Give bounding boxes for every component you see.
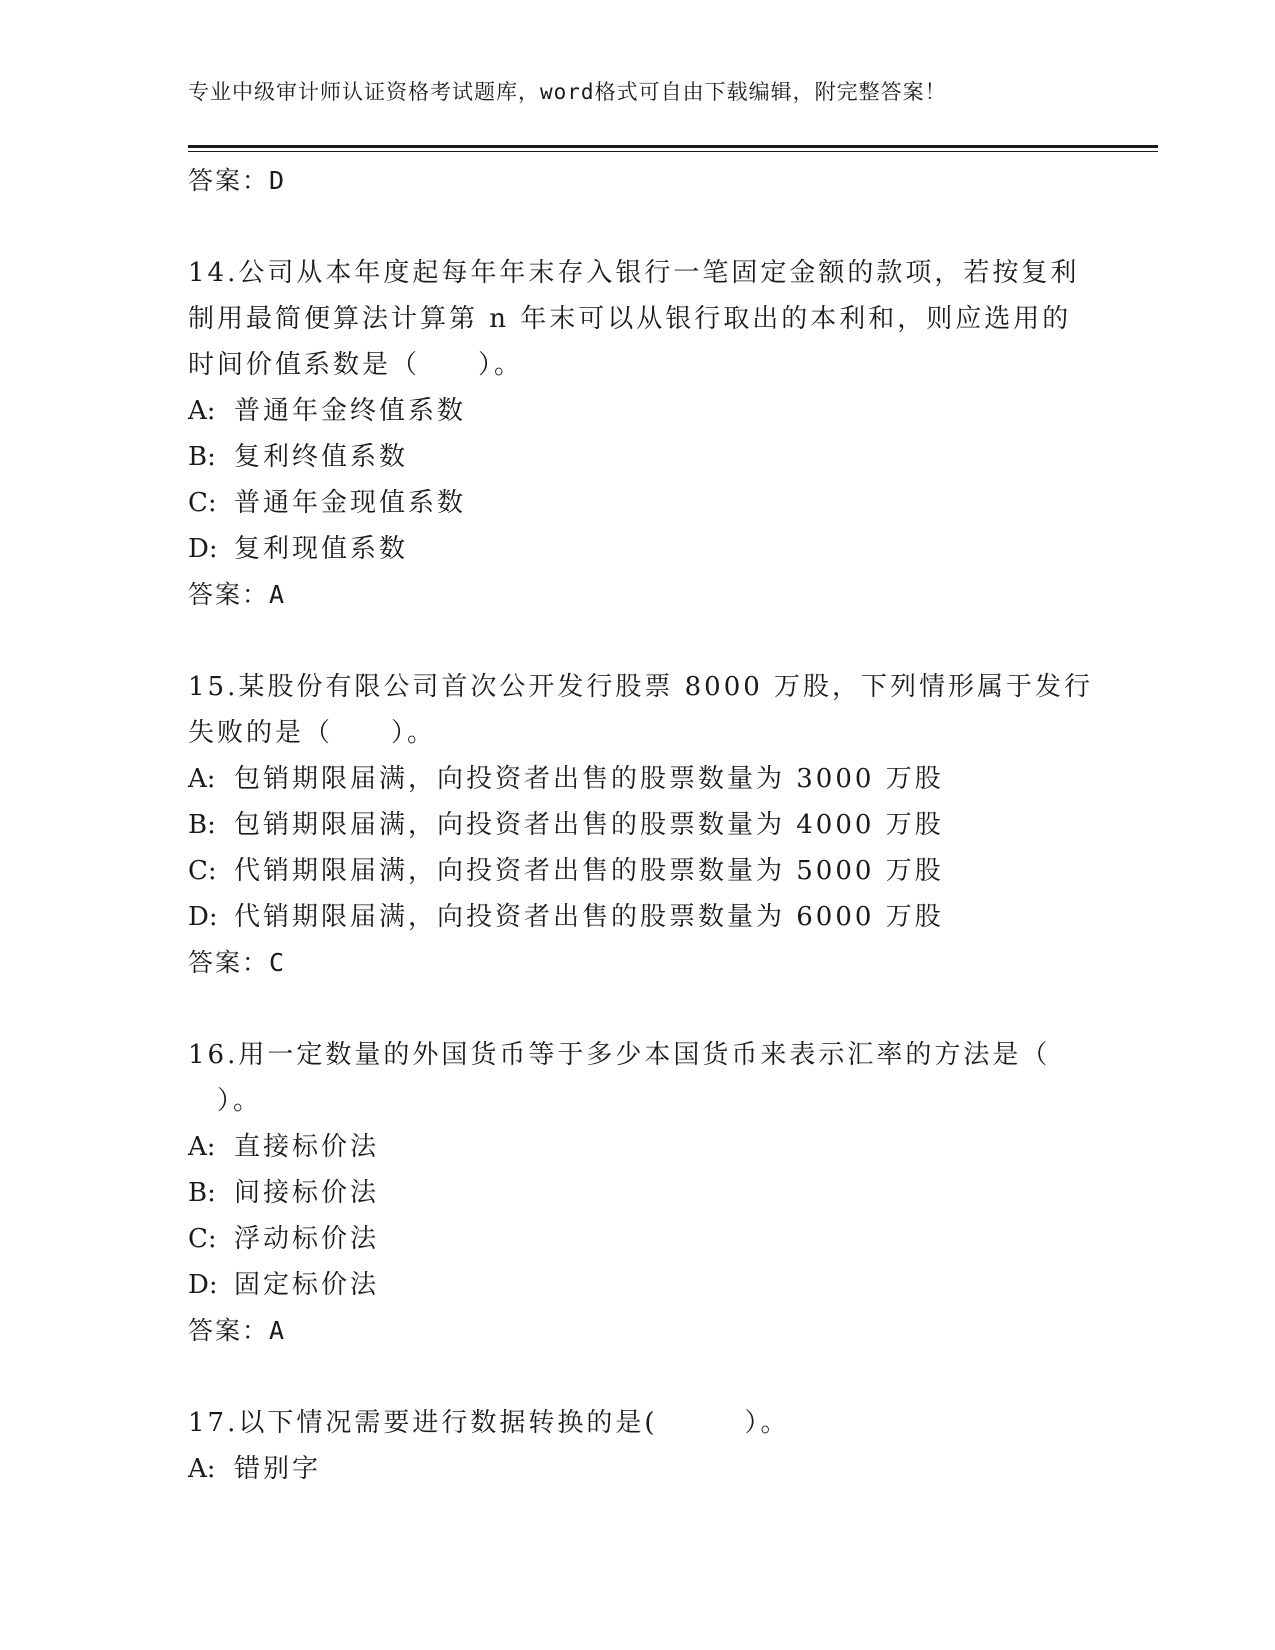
- question-text-line: 制用最简便算法计算第 n 年末可以从银行取出的本利和，则应选用的: [188, 304, 1072, 334]
- option-letter: D:: [188, 1270, 218, 1300]
- page-header: 专业中级审计师认证资格考试题库，word格式可自由下载编辑，附完整答案！: [188, 80, 947, 104]
- document-body: [188, 158, 1094, 1492]
- option-letter: A:: [188, 764, 216, 794]
- option-item: [188, 1446, 1088, 1492]
- answer-value: C: [269, 948, 285, 977]
- question-text-line: ）。: [188, 1086, 263, 1116]
- question-text-line: 17.以下情况需要进行数据转换的是( ）。: [188, 1408, 790, 1438]
- option-item: [188, 1124, 1088, 1170]
- option-item: [188, 894, 1088, 940]
- answer-line: [188, 1308, 1088, 1354]
- option-item: [188, 802, 1088, 848]
- option-letter: C:: [188, 856, 217, 886]
- option-item: [188, 756, 1088, 802]
- question-text-line: 14.公司从本年度起每年年末存入银行一笔固定金额的款项，若按复利: [188, 258, 1080, 288]
- option-text: 包销期限届满，向投资者出售的股票数量为 4000 万股: [234, 810, 944, 840]
- option-item: [188, 1170, 1088, 1216]
- answer-label: 答案：: [188, 948, 270, 977]
- answer-value: A: [269, 580, 285, 609]
- option-item: [188, 388, 1088, 434]
- option-item: [188, 1216, 1088, 1262]
- option-item: [188, 526, 1088, 572]
- option-letter: D:: [188, 902, 218, 932]
- option-text: 错别字: [234, 1454, 322, 1484]
- option-letter: A:: [188, 396, 216, 426]
- option-letter: B:: [188, 442, 216, 472]
- option-letter: B:: [188, 1178, 216, 1208]
- option-text: 固定标价法: [234, 1270, 380, 1300]
- answer-value: A: [269, 1316, 285, 1345]
- answer-label: 答案：: [188, 166, 270, 195]
- option-text: 代销期限届满，向投资者出售的股票数量为 5000 万股: [234, 856, 944, 886]
- option-letter: A:: [188, 1454, 216, 1484]
- answer-line: [188, 940, 1088, 986]
- question-text-line: 15.某股份有限公司首次公开发行股票 8000 万股，下列情形属于发行: [188, 672, 1094, 702]
- option-text: 包销期限届满，向投资者出售的股票数量为 3000 万股: [234, 764, 944, 794]
- question-text-line: 时间价值系数是（ ）。: [188, 350, 524, 380]
- option-text: 间接标价法: [234, 1178, 380, 1208]
- option-letter: B:: [188, 810, 216, 840]
- answer-line: [188, 572, 1088, 618]
- option-text: 普通年金终值系数: [234, 396, 467, 426]
- answer-label: 答案：: [188, 580, 270, 609]
- option-item: [188, 848, 1088, 894]
- answer-value: D: [269, 166, 285, 195]
- question-14: [188, 250, 1088, 618]
- question-list: [188, 250, 1094, 1492]
- option-text: 浮动标价法: [234, 1224, 380, 1254]
- option-text: 复利现值系数: [234, 534, 409, 564]
- answer-label: 答案：: [188, 1316, 270, 1345]
- header-rule-thin: [188, 151, 1158, 152]
- answer-line: [188, 158, 1088, 204]
- option-letter: A:: [188, 1132, 216, 1162]
- question-text-line: 16.用一定数量的外国货币等于多少本国货币来表示汇率的方法是（: [188, 1040, 1051, 1070]
- header-rule-thick: [188, 145, 1158, 148]
- question-15: [188, 664, 1094, 986]
- option-item: [188, 1262, 1088, 1308]
- question-text-line: 失败的是（ ）。: [188, 718, 437, 748]
- option-letter: C:: [188, 488, 217, 518]
- option-text: 普通年金现值系数: [234, 488, 467, 518]
- option-letter: C:: [188, 1224, 217, 1254]
- question-17: [188, 1400, 1088, 1492]
- option-text: 复利终值系数: [234, 442, 409, 472]
- option-item: [188, 434, 1088, 480]
- option-text: 直接标价法: [234, 1132, 380, 1162]
- question-16: [188, 1032, 1088, 1354]
- option-text: 代销期限届满，向投资者出售的股票数量为 6000 万股: [234, 902, 944, 932]
- option-item: [188, 480, 1088, 526]
- option-letter: D:: [188, 534, 218, 564]
